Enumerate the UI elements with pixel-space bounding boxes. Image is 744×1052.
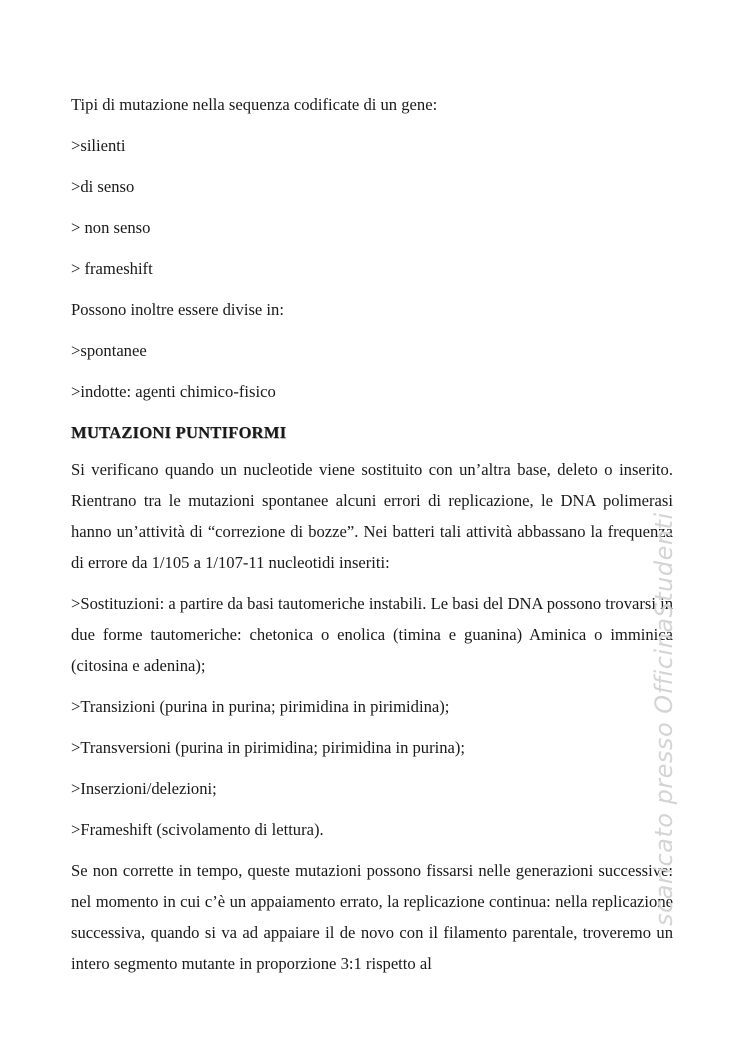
list-item: > frameshift	[71, 259, 153, 278]
watermark: scaricato presso OfficinaStudenti	[650, 512, 678, 926]
list-item: >silienti	[71, 136, 126, 155]
list-item: >Frameshift (scivolamento di lettura).	[71, 820, 324, 839]
paragraph: Se non corrette in tempo, queste mutazioni possono fissarsi nelle generazioni successive: nel momento in cui c’è un appaiamento errato, la replicazione continua: nella replicazione successiva, quando si va ad appaiare il de novo con il filamento parentale, troveremo un intero segmento mutante in proporzione 3:1 rispetto al	[71, 861, 673, 973]
document-content	[71, 89, 673, 989]
list-item: >di senso	[71, 177, 135, 196]
intro-title: Tipi di mutazione nella sequenza codificate di un gene:	[71, 95, 438, 114]
list-item: >Inserzioni/delezioni;	[71, 779, 217, 798]
section-heading: MUTAZIONI PUNTIFORMI	[71, 423, 287, 442]
paragraph: >Sostituzioni: a partire da basi tautomeriche instabili. Le basi del DNA possono trovarsi in due forme tautomeriche: chetonica o enolica (timina e guanina) Aminica o imminica (citosina e adenina);	[71, 594, 674, 675]
paragraph: Si verificano quando un nucleotide viene sostituito con un’altra base, deleto o inserito. Rientrano tra le mutazioni spontanee alcuni errori di replicazione, le DNA polimerasi hanno un’attività di “correzione di bozze”. Nei batteri tali attività abbassano la frequenza di errore da 1/105 a 1/107-11 nucleotidi inseriti:	[71, 460, 673, 572]
list-item: > non senso	[71, 218, 151, 237]
list-item: >indotte: agenti chimico-fisico	[71, 382, 276, 401]
list-item: >spontanee	[71, 341, 147, 360]
list-item: >Transversioni (purina in pirimidina; pirimidina in purina);	[71, 738, 466, 757]
list-item: >Transizioni (purina in purina; pirimidina in pirimidina);	[71, 697, 450, 716]
division-title: Possono inoltre essere divise in:	[71, 300, 284, 319]
